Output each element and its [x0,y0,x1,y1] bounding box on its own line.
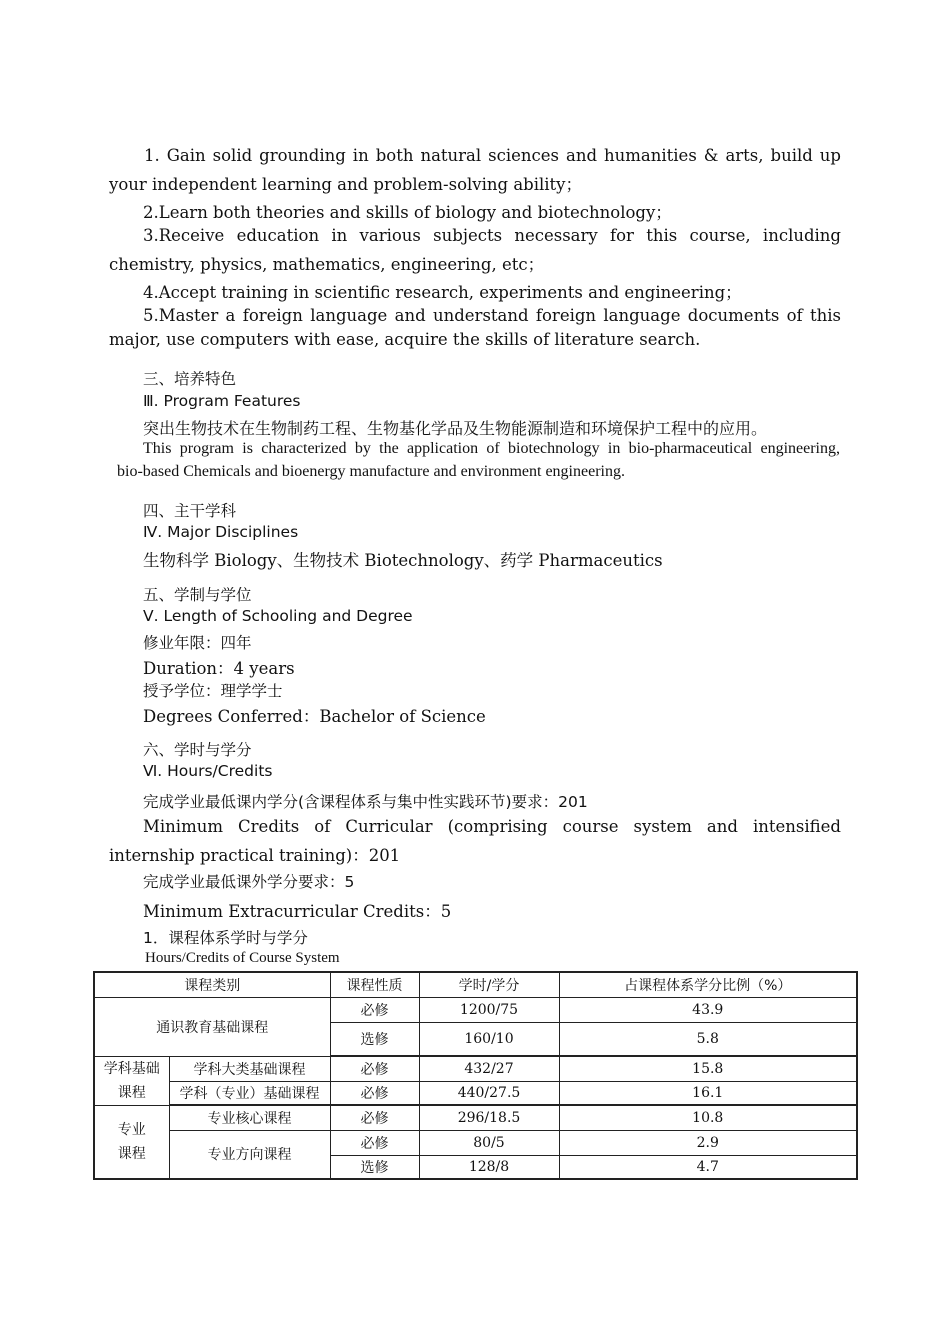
group-general: 通识教育基础课程 [94,997,330,1056]
ability-3-line1: 3.Receive education in various subjects necessary for this course, including [143,226,841,245]
table-row [94,1130,857,1155]
disciplines-text: 生物科学 Biology、生物技术 Biotechnology、药学 Pharmaceutics [143,551,663,570]
ability-1-line1: 1. Gain solid grounding in both natural sciences and humanities & arts, build up [144,146,841,165]
table-row [94,1056,857,1081]
group-label-line1: 学科基础 [103,1060,160,1077]
hours-credits: 80/5 [419,1130,559,1155]
group-discipline-basic [94,1056,169,1105]
table-row [94,1105,857,1130]
min-credits-cn: 完成学业最低课内学分(含课程体系与集中性实践环节)要求：201 [143,793,588,811]
ability-5-line2: major, use computers with ease, acquire the skills of literature search. [109,330,701,349]
credit-percent: 10.8 [559,1105,857,1130]
extra-credits-en: Minimum Extracurricular Credits：5 [143,902,452,921]
subcategory: 专业核心课程 [169,1105,330,1130]
ability-3-line2: chemistry, physics, mathematics, engineering, etc； [109,255,545,274]
credit-percent: 16.1 [559,1081,857,1105]
credit-percent: 43.9 [559,997,857,1022]
course-type: 选修 [330,1155,419,1179]
subcategory: 专业方向课程 [169,1130,330,1179]
credit-percent: 2.9 [559,1130,857,1155]
schooling-heading-en: Ⅴ. Length of Schooling and Degree [143,607,413,625]
min-credits-en-1: Minimum Credits of Curricular (comprising course system and intensified [143,817,841,836]
table-header-row [94,972,857,997]
features-text-en-2: bio-based Chemicals and bioenergy manufacture and environment engineering. [117,463,625,480]
credit-percent: 4.7 [559,1155,857,1179]
header-percent: 占课程体系学分比例（%） [559,972,857,997]
credits-heading-cn: 六、学时与学分 [143,741,252,759]
duration-cn: 修业年限：四年 [143,634,252,652]
features-text-cn: 突出生物技术在生物制药工程、生物基化学品及生物能源制造和环境保护工程中的应用。 [143,419,768,438]
ability-5-line1: 5.Master a foreign language and understand foreign language documents of this [143,306,841,325]
disciplines-heading-cn: 四、主干学科 [143,502,237,520]
subcategory: 学科大类基础课程 [169,1056,330,1081]
course-system-heading-en: Hours/Credits of Course System [145,950,340,966]
course-type: 必修 [330,1056,419,1081]
group-label-line2: 课程 [117,1084,146,1101]
course-system-heading-cn: 1．课程体系学时与学分 [143,929,308,947]
table-row [94,997,857,1022]
course-type: 选修 [330,1022,419,1056]
hours-credits: 1200/75 [419,997,559,1022]
hours-credits: 440/27.5 [419,1081,559,1105]
course-credits-table [93,971,858,1180]
hours-credits: 296/18.5 [419,1105,559,1130]
hours-credits: 432/27 [419,1056,559,1081]
features-text-en-1: This program is characterized by the application of biotechnology in bio-pharmaceutical engineering, [143,440,840,457]
features-heading-cn: 三、培养特色 [143,370,237,388]
degree-cn: 授予学位：理学学士 [143,682,283,700]
credit-percent: 15.8 [559,1056,857,1081]
hours-credits: 128/8 [419,1155,559,1179]
group-major-label: 专业课程 [117,1121,146,1162]
schooling-heading-cn: 五、学制与学位 [143,586,252,604]
duration-en: Duration：4 years [143,659,295,678]
ability-4: 4.Accept training in scientific research, experiments and engineering； [143,283,742,302]
ability-1-line2: your independent learning and problem-solving ability； [109,175,583,194]
course-type: 必修 [330,1105,419,1130]
extra-credits-cn: 完成学业最低课外学分要求：5 [143,873,355,891]
table-row [94,1081,857,1105]
credit-percent: 5.8 [559,1022,857,1056]
ability-2: 2.Learn both theories and skills of biology and biotechnology； [143,203,672,222]
credits-heading-en: Ⅵ. Hours/Credits [143,762,273,780]
subcategory: 学科（专业）基础课程 [169,1081,330,1105]
course-type: 必修 [330,997,419,1022]
header-hours: 学时/学分 [419,972,559,997]
disciplines-heading-en: Ⅳ. Major Disciplines [143,523,299,541]
course-type: 必修 [330,1130,419,1155]
header-category: 课程类别 [94,972,330,997]
group-major [94,1105,169,1179]
features-heading-en: Ⅲ. Program Features [143,392,301,410]
course-type: 必修 [330,1081,419,1105]
header-type: 课程性质 [330,972,419,997]
min-credits-en-2: internship practical training)：201 [109,846,401,865]
degree-en: Degrees Conferred：Bachelor of Science [143,707,486,726]
hours-credits: 160/10 [419,1022,559,1056]
